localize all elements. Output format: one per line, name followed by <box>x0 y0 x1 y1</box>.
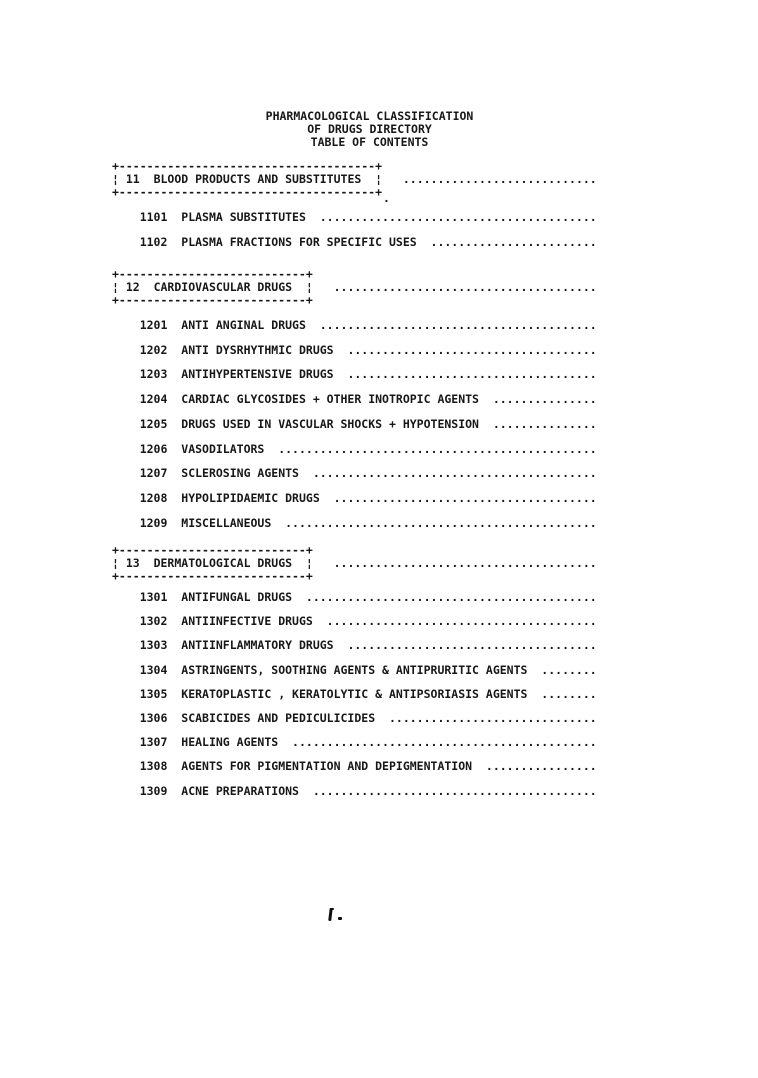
toc-entry-row <box>112 760 597 773</box>
dot-leader: ........................ <box>416 234 597 249</box>
spacer <box>167 491 181 505</box>
toc-entry-row <box>112 615 597 628</box>
toc-entry-row <box>112 467 597 480</box>
arabic-digit-one-glyph-hook <box>330 908 334 910</box>
document-title <box>112 110 627 149</box>
dot-leader: ........................................ <box>305 210 597 224</box>
toc-entry-row <box>112 319 597 332</box>
entry-title: AGENTS FOR PIGMENTATION AND DEPIGMENTATION <box>181 759 473 774</box>
spacer <box>140 556 154 570</box>
entry-code: 1301 <box>139 590 168 604</box>
spacer <box>112 663 140 677</box>
toc-entry-row <box>112 591 597 604</box>
spacer <box>112 759 140 773</box>
section-code: 13 <box>125 556 140 570</box>
entry-title: PLASMA FRACTIONS FOR SPECIFIC USES <box>181 234 417 249</box>
section-title: BLOOD PRODUCTS AND SUBSTITUTES <box>153 172 362 186</box>
spacer <box>167 614 181 628</box>
dot-leader: ........ <box>527 662 597 677</box>
dot-leader: ...................................... <box>312 556 597 570</box>
entry-title: SCABICIDES AND PEDICULICIDES <box>181 711 376 725</box>
entry-title: ACNE PREPARATIONS <box>181 783 299 798</box>
entry-code: 1309 <box>139 783 168 798</box>
spacer <box>167 638 181 652</box>
toc-entry-row <box>112 344 597 357</box>
section-box-border-top: +---------------------------+ <box>112 543 313 557</box>
spacer <box>167 367 181 381</box>
entry-code: 1202 <box>139 342 168 357</box>
spacer <box>167 466 181 480</box>
spacer <box>167 210 181 224</box>
spacer <box>167 590 181 604</box>
dot-leader: ............................................ <box>278 735 597 750</box>
toc-entry-row <box>112 211 597 224</box>
spacer <box>112 466 140 480</box>
toc-entry-row <box>112 736 597 749</box>
entry-code: 1205 <box>139 416 168 431</box>
entry-code: 1305 <box>139 686 168 701</box>
spacer <box>112 417 140 431</box>
dot-leader: .............................. <box>375 711 597 725</box>
entry-title: ANTIFUNGAL DRUGS <box>181 590 293 604</box>
entry-title: SCLEROSING AGENTS <box>181 466 299 481</box>
spacer <box>112 590 140 604</box>
spacer <box>112 442 140 456</box>
entry-title: HEALING AGENTS <box>181 735 279 750</box>
spacer <box>112 735 140 749</box>
entry-title: ANTIHYPERTENSIVE DRUGS <box>181 367 334 382</box>
spacer <box>112 235 140 249</box>
entry-code: 1302 <box>139 614 168 629</box>
page-number <box>327 908 345 924</box>
section-title: CARDIOVASCULAR DRUGS <box>153 280 293 294</box>
toc-entry-row <box>112 639 597 652</box>
spacer <box>167 784 181 798</box>
entry-title: HYPOLIPIDAEMIC DRUGS <box>181 490 320 505</box>
box-border-right: ¦ <box>361 172 383 186</box>
entry-code: 1102 <box>139 234 168 249</box>
toc-entry-row <box>112 418 597 431</box>
entry-title: CARDIAC GLYCOSIDES + OTHER INOTROPIC AGENTS <box>181 392 479 407</box>
entry-title: ANTI DYSRHYTHMIC DRUGS <box>181 342 334 357</box>
toc-entry-row <box>112 443 597 456</box>
entry-title: MISCELLANEOUS <box>181 515 272 530</box>
spacer <box>112 638 140 652</box>
dot-leader: ........................................ <box>305 318 597 332</box>
spacer <box>167 759 181 773</box>
spacer <box>112 614 140 628</box>
title-line-2: OF DRUGS DIRECTORY <box>307 122 432 136</box>
section-box-border-top: +---------------------------+ <box>112 267 313 281</box>
toc-entry-row <box>112 393 597 406</box>
arabic-digit-one-glyph <box>328 908 332 921</box>
spacer <box>112 784 140 798</box>
spacer <box>112 343 140 357</box>
spacer <box>167 442 181 456</box>
entry-code: 1306 <box>139 711 168 725</box>
spacer <box>112 210 140 224</box>
entry-code: 1101 <box>139 210 168 224</box>
entry-code: 1308 <box>139 759 168 774</box>
entry-code: 1204 <box>139 392 168 407</box>
spacer <box>167 516 181 530</box>
stray-ink-dot: . <box>383 191 390 205</box>
dot-leader: .................................... <box>333 638 597 653</box>
spacer <box>112 318 140 332</box>
spacer <box>167 687 181 701</box>
dot-leader: .......................................... <box>292 590 597 604</box>
spacer <box>112 367 140 381</box>
dot-leader: .................................... <box>333 367 597 382</box>
spacer <box>112 711 140 725</box>
entry-title: ANTIINFLAMMATORY DRUGS <box>181 638 334 653</box>
dot-leader: ........ <box>527 686 597 701</box>
dot-leader: ................ <box>472 759 597 774</box>
section-title: DERMATOLOGICAL DRUGS <box>153 556 293 570</box>
toc-entry-row <box>112 492 597 505</box>
spacer <box>167 663 181 677</box>
entry-title: KERATOPLASTIC , KERATOLYTIC & ANTIPSORIASIS AGENTS <box>181 686 528 701</box>
section-box-border-bottom: +---------------------------+ <box>112 569 313 583</box>
title-line-1: PHARMACOLOGICAL CLASSIFICATION <box>265 109 474 123</box>
dot-leader: ...................................... <box>319 490 597 505</box>
spacer <box>112 392 140 406</box>
entry-code: 1206 <box>139 441 168 456</box>
entry-code: 1203 <box>139 367 168 382</box>
dot-leader: ............................ <box>382 172 597 186</box>
toc-entry-row <box>112 664 597 677</box>
spacer <box>140 172 154 186</box>
spacer <box>167 417 181 431</box>
toc-entry-row <box>112 517 597 530</box>
spacer <box>167 392 181 406</box>
dot-leader: ............... <box>478 416 597 431</box>
spacer <box>167 343 181 357</box>
box-border-left: ¦ <box>112 172 126 186</box>
dot-leader: ....................................... <box>312 614 597 629</box>
spacer <box>140 280 154 294</box>
entry-title: DRUGS USED IN VASCULAR SHOCKS + HYPOTENSION <box>181 416 479 431</box>
toc-entry-row <box>112 236 597 249</box>
entry-title: ANTIINFECTIVE DRUGS <box>181 614 313 629</box>
box-border-left: ¦ <box>112 556 126 570</box>
spacer <box>112 491 140 505</box>
section-code: 11 <box>125 172 140 186</box>
dot-leader: .............................................. <box>264 441 597 456</box>
entry-code: 1208 <box>139 490 168 505</box>
spacer <box>167 318 181 332</box>
dot-leader: .................................... <box>333 342 597 357</box>
dot-leader: ...................................... <box>312 280 597 294</box>
toc-entry-row <box>112 688 597 701</box>
entry-title: VASODILATORS <box>181 441 265 456</box>
spacer <box>167 735 181 749</box>
dot-leader: ............... <box>478 392 597 407</box>
entry-code: 1307 <box>139 735 168 750</box>
dot-leader: ......................................... <box>298 466 597 481</box>
spacer <box>112 687 140 701</box>
dot-leader: ............................................. <box>271 515 597 530</box>
box-border-right: ¦ <box>292 280 313 294</box>
entry-code: 1209 <box>139 515 168 530</box>
section-code: 12 <box>125 280 140 294</box>
entry-code: 1303 <box>139 638 168 653</box>
toc-entry-row <box>112 712 597 725</box>
entry-title: PLASMA SUBSTITUTES <box>181 210 306 224</box>
section-box-border-top: +-------------------------------------+ <box>112 159 383 173</box>
entry-title: ASTRINGENTS, SOOTHING AGENTS & ANTIPRURITIC AGENTS <box>181 662 528 677</box>
spacer <box>167 711 181 725</box>
section-box-border-bottom: +---------------------------+ <box>112 293 313 307</box>
box-border-right: ¦ <box>292 556 313 570</box>
toc-entry-row <box>112 785 597 798</box>
dot-leader: ......................................... <box>298 783 597 798</box>
spacer <box>167 235 181 249</box>
entry-code: 1304 <box>139 662 168 677</box>
arabic-digit-zero-glyph <box>338 917 342 921</box>
entry-title: ANTI ANGINAL DRUGS <box>181 318 306 332</box>
entry-code: 1207 <box>139 466 168 481</box>
spacer <box>112 516 140 530</box>
entry-code: 1201 <box>139 318 168 332</box>
title-line-3: TABLE OF CONTENTS <box>310 135 429 149</box>
box-border-left: ¦ <box>112 280 126 294</box>
section-box-border-bottom: +-------------------------------------+ <box>112 185 383 199</box>
toc-entry-row <box>112 368 597 381</box>
